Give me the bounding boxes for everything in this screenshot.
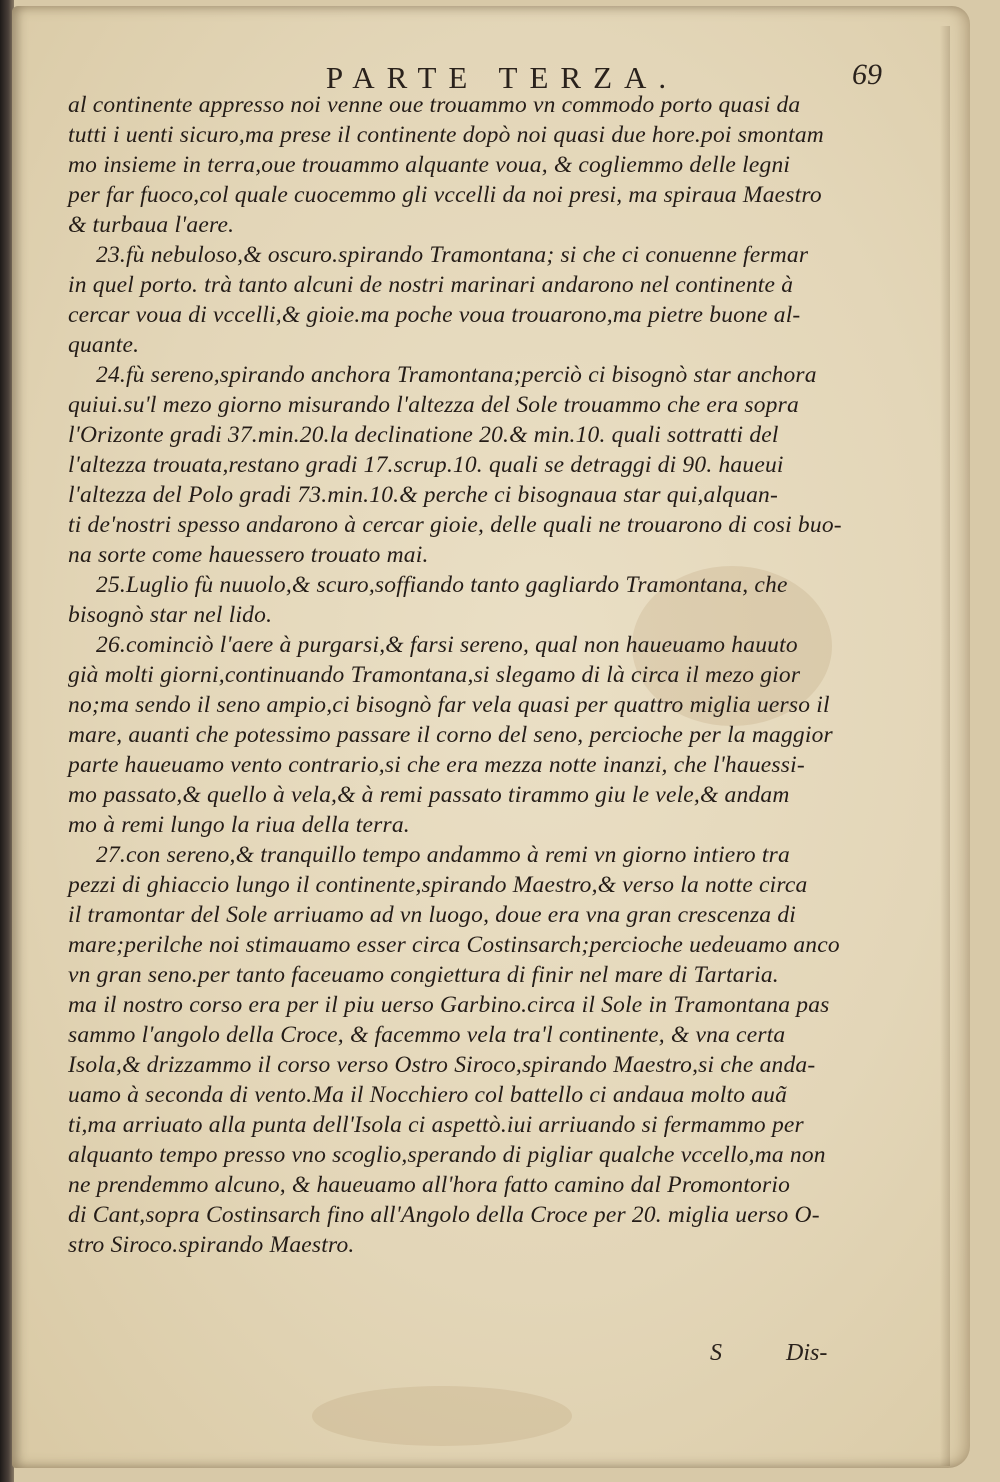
- text-line: in quel porto. trà tanto alcuni de nostri marinari andarono nel continente à: [68, 272, 794, 298]
- text-line: ne prendemmo alcuno, & haueuamo all'hora fatto camino dal Promontorio: [68, 1172, 791, 1198]
- text-line: mo à remi lungo la riua della terra.: [68, 812, 410, 838]
- text-line: parte haueuamo vento contrario,si che era mezza notte inanzi, che l'hauessi-: [68, 752, 805, 778]
- text-line: l'altezza del Polo gradi 73.min.10.& perche ci bisognaua star qui,alquan-: [68, 482, 779, 508]
- text-line: tutti i uenti sicuro,ma prese il continente dopò noi quasi due hore.poi smontam: [68, 122, 824, 148]
- text-line: per far fuoco,col quale cuocemmo gli vccelli da noi presi, ma spiraua Maestro: [68, 182, 822, 208]
- text-line: & turbaua l'aere.: [68, 212, 235, 238]
- page-footer: [68, 1336, 886, 1376]
- text-line: uamo à seconda di vento.Ma il Nocchiero col battello ci andaua molto auã: [68, 1082, 788, 1108]
- text-line: 25.Luglio fù nuuolo,& scuro,soffiando tanto gagliardo Tramontana, che: [96, 572, 788, 598]
- text-line: il tramontar del Sole arriuamo ad vn luogo, doue era vna gran crescenza di: [68, 902, 796, 928]
- text-line: sammo l'angolo della Croce, & facemmo vela tra'l continente, & vna certa: [68, 1022, 786, 1048]
- text-line: l'altezza trouata,restano gradi 17.scrup.10. quali se detraggi di 90. haueui: [68, 452, 784, 478]
- text-line: Isola,& drizzammo il corso verso Ostro Siroco,spirando Maestro,si che anda-: [68, 1052, 816, 1078]
- text-line: alquanto tempo presso vno scoglio,sperando di pigliar qualche vccello,ma non: [68, 1142, 826, 1168]
- text-line: mo insieme in terra,oue trouammo alquante voua, & cogliemmo delle legni: [68, 152, 791, 178]
- text-line: mo passato,& quello à vela,& à remi passato tirammo giu le vele,& andam: [68, 782, 790, 808]
- text-line: mare, auanti che potessimo passare il corno del seno, percioche per la maggior: [68, 722, 833, 748]
- text-line: mare;perilche noi stimauamo esser circa Costinsarch;percioche uedeuamo anco: [68, 932, 840, 958]
- text-line: 26.cominciò l'aere à purgarsi,& farsi sereno, qual non haueuamo hauuto: [96, 632, 798, 658]
- paper-stain: [312, 1386, 572, 1446]
- text-line: pezzi di ghiaccio lungo il continente,spirando Maestro,& verso la notte circa: [68, 872, 808, 898]
- text-line: bisognò star nel lido.: [68, 602, 273, 628]
- text-line: 24.fù sereno,spirando anchora Tramontana;perciò ci bisognò star anchora: [96, 362, 817, 388]
- text-line: 27.con sereno,& tranquillo tempo andammo à remi vn giorno intiero tra: [96, 842, 790, 868]
- signature-mark: S: [710, 1340, 722, 1366]
- text-line: ma il nostro corso era per il piu uerso Garbino.circa il Sole in Tramontana pas: [68, 992, 830, 1018]
- catchword: Dis-: [786, 1340, 828, 1366]
- text-line: 23.fù nebuloso,& oscuro.spirando Tramontana; si che ci conuenne fermar: [96, 242, 809, 268]
- text-line: al continente appresso noi venne oue trouammo vn commodo porto quasi da: [68, 92, 801, 118]
- body-text: [68, 90, 886, 1260]
- page-header: [72, 54, 882, 94]
- text-line: ti de'nostri spesso andarono à cercar gioie, delle quali ne trouarono di cosi buo-: [68, 512, 842, 538]
- text-line: quante.: [68, 332, 140, 358]
- text-line: no;ma sendo il seno ampio,ci bisognò far vela quasi per quattro miglia uerso il: [68, 692, 830, 718]
- paper-page: [12, 6, 970, 1468]
- page-edge-shadow: [940, 26, 950, 1466]
- text-line: di Cant,sopra Costinsarch fino all'Angolo della Croce per 20. miglia uerso O-: [68, 1202, 820, 1228]
- text-line: quiui.su'l mezo giorno misurando l'altezza del Sole trouammo che era sopra: [68, 392, 799, 418]
- text-line: già molti giorni,continuando Tramontana,si slegamo di là circa il mezo gior: [68, 662, 801, 688]
- page-number: 69: [852, 58, 882, 91]
- text-line: stro Siroco.spirando Maestro.: [68, 1232, 355, 1258]
- text-line: na sorte come hauessero trouato mai.: [68, 542, 429, 568]
- text-line: ti,ma arriuato alla punta dell'Isola ci aspettò.iui arriuando si fermammo per: [68, 1112, 804, 1138]
- text-line: cercar voua di vccelli,& gioie.ma poche voua trouarono,ma pietre buone al-: [68, 302, 801, 328]
- running-title: PARTE TERZA.: [325, 60, 679, 95]
- text-line: l'Orizonte gradi 37.min.20.la declinatione 20.& min.10. quali sottratti del: [68, 422, 779, 448]
- text-line: vn gran seno.per tanto faceuamo congiettura di finir nel mare di Tartaria.: [68, 962, 779, 988]
